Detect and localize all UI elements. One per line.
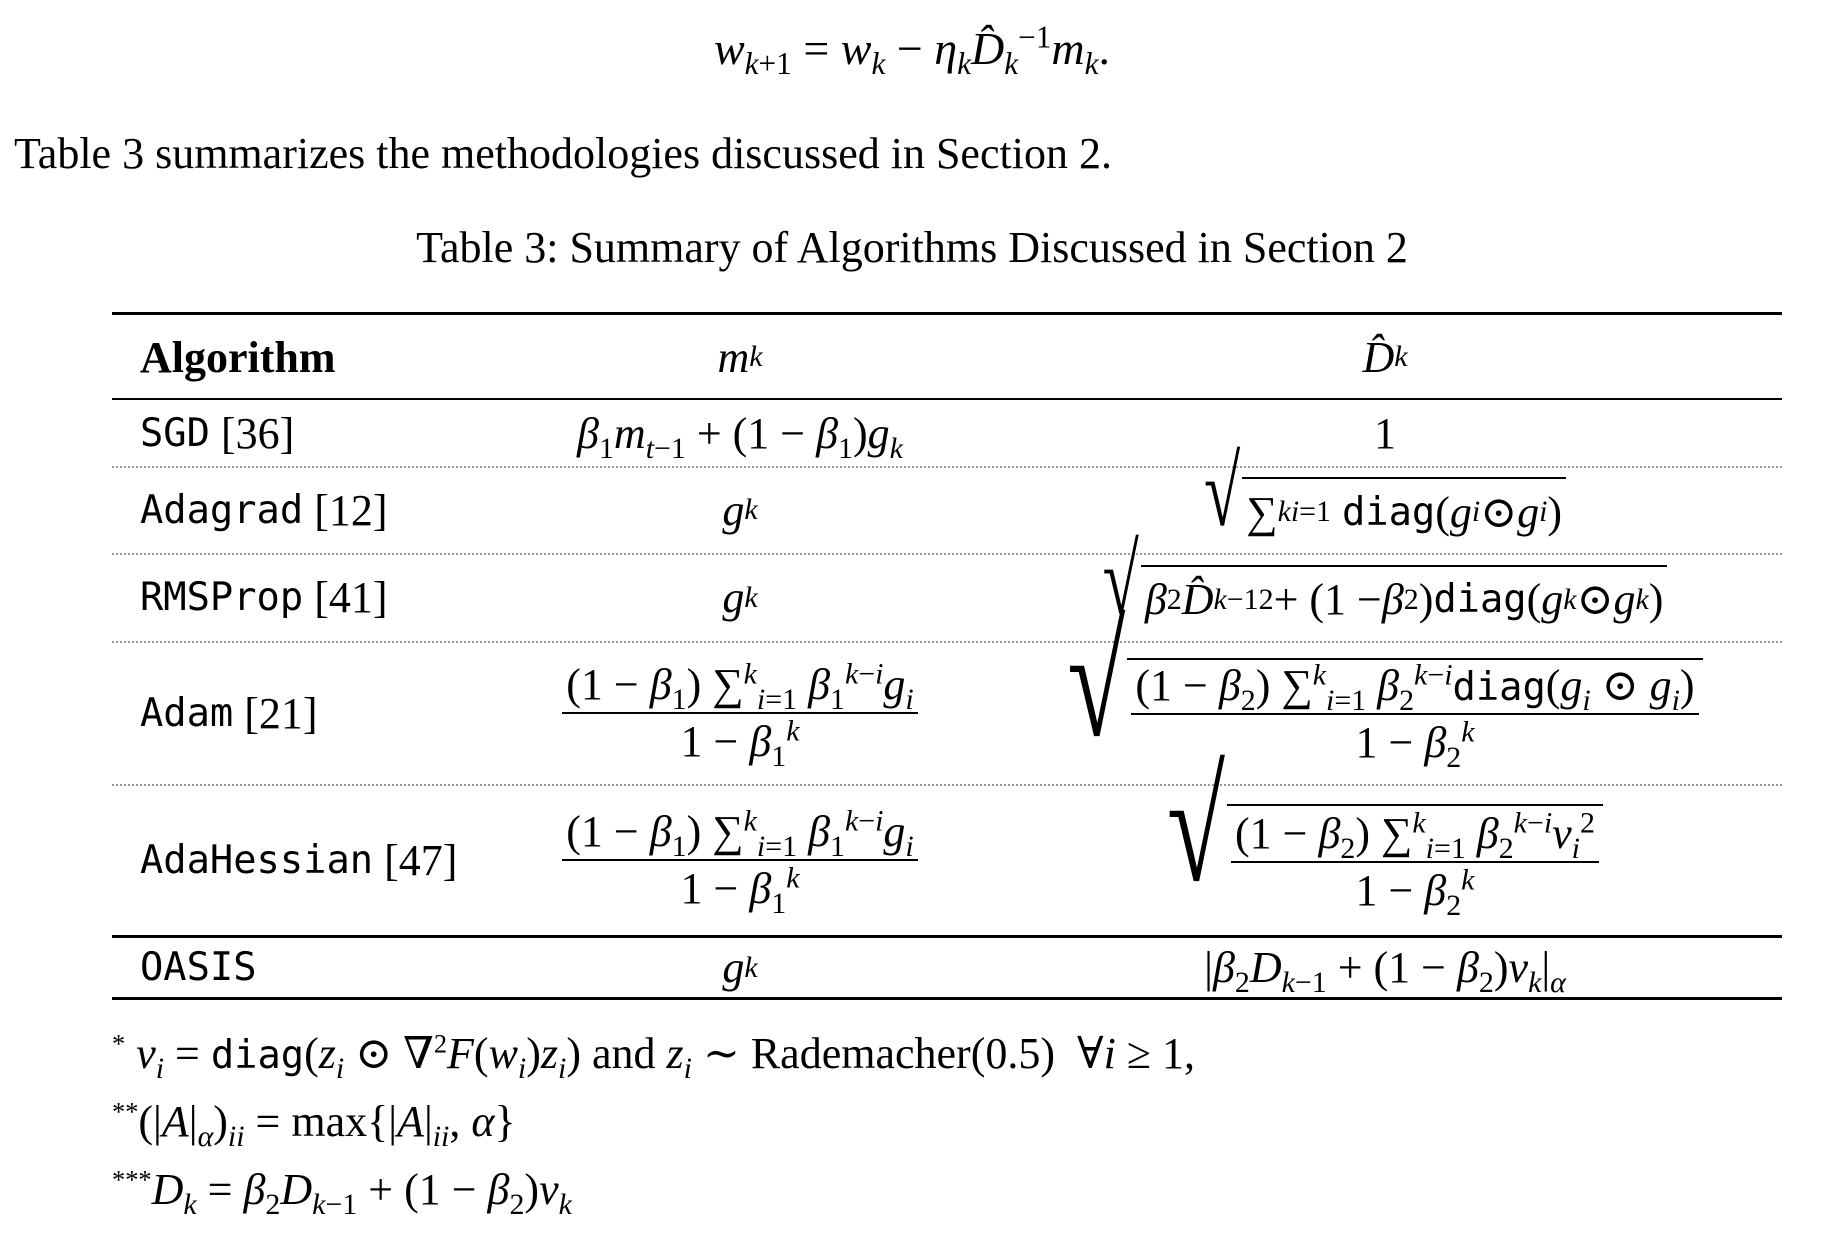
footnote-1: * $v_i$ = $diag(z_i$ ⊙ $\nabla^2F(w_i)z_i$) and $z_i$ ∼ Rademacher(0.5) ∀i ≥ 1, — [112, 1028, 1195, 1085]
update-equation: $w_{k+1} = w_k$ − $\eta_kD̂_k^{-1}m_k$. — [713, 19, 1111, 82]
table-row: Adagrad [12] — [140, 485, 388, 535]
table-row: SGD [36] — [140, 408, 295, 458]
header-dk: D̂ k — [1362, 332, 1408, 382]
oasis-momentum: g k — [722, 943, 758, 992]
table-row: Adam [21] — [140, 688, 318, 738]
rmsprop-preconditioner: √ β 2 D̂ k−1 2 + (1 − β 2 ) diag ( g k ⊙ g k ) — [990, 554, 1780, 641]
adam-momentum: $\frac{(1 - \beta_1) \sum^k_{i=1} \beta_1^{k-i}g_i}{1 - \beta_1^k}$ — [520, 642, 960, 784]
oasis-preconditioner: $|\beta_2D_{k-1} + (1 - \beta_2)v_k|_\alpha$ — [1204, 943, 1566, 999]
top-rule — [112, 312, 1782, 315]
adagrad-momentum: g k — [722, 485, 758, 535]
rmsprop-momentum: g k — [722, 573, 758, 622]
intro-paragraph: Table 3 summarizes the methodologies discussed in Section 2. — [14, 129, 1112, 178]
adagrad-preconditioner: √ ∑ k i=1 diag ( g i ⊙ g i ) — [990, 467, 1780, 553]
adam-preconditioner: √ $\frac{(1 - \beta_2) \sum^k_{i=1} \beta_2^{k-i}diag(g_i ⊙ g_i)}{1 - \beta_2^k}$ — [990, 642, 1780, 784]
adahessian-momentum: $\frac{(1 - \beta_1) \sum^k_{i=1} \beta_1^{k-i}g_i}{1 - \beta_1^k}$ — [520, 785, 960, 935]
adahessian-preconditioner: √ $\frac{(1 - \beta_2) \sum^k_{i=1} \beta_2^{k-i}v_i^2}{1 - \beta_2^k}$ — [990, 785, 1780, 935]
footnote-2: $^{**}(|A|_\alpha)_{ii} = \max\{|A|_{ii}$, α} — [112, 1096, 516, 1153]
footnote-3: $^{***}D_k = \beta_2D_{k-1} + (1 - \beta_2)v_k$ — [112, 1164, 572, 1221]
table-caption: Table 3: Summary of Algorithms Discussed in Section 2 — [416, 223, 1408, 272]
sgd-momentum: $\beta_1m_{t-1} + (1 - \beta_1)g_k$ — [577, 408, 903, 465]
table-row: AdaHessian [47] — [140, 835, 458, 885]
sgd-preconditioner: 1 — [1374, 408, 1396, 458]
header-mk: m k — [717, 332, 763, 382]
table-row: RMSProp [41] — [140, 573, 388, 622]
header-algorithm: Algorithm — [140, 332, 336, 382]
table-row: OASIS — [140, 945, 257, 990]
